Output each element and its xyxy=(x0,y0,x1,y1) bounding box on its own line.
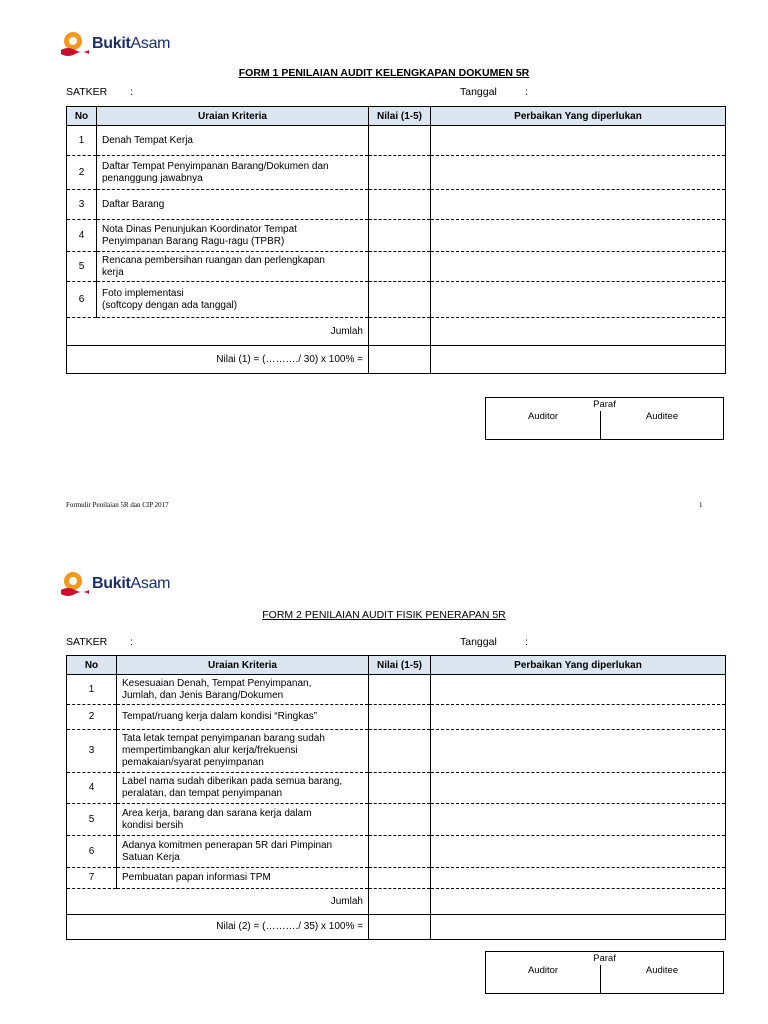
form1-title: FORM 1 PENILAIAN AUDIT KELENGKAPAN DOKUMEN 5R xyxy=(238,67,530,79)
final-score-cell[interactable] xyxy=(369,346,431,374)
improvement-cell[interactable] xyxy=(431,282,726,318)
final-improvement-cell[interactable] xyxy=(431,915,726,940)
score-cell[interactable] xyxy=(369,220,431,252)
row-number: 5 xyxy=(67,804,117,836)
footer-page-number: 1 xyxy=(699,501,703,509)
row-criteria: Daftar Tempat Penyimpanan Barang/Dokumen dan penanggung jawabnya xyxy=(97,156,369,190)
row-criteria: Denah Tempat Kerja xyxy=(97,126,369,156)
table-row xyxy=(67,156,726,190)
score-cell[interactable] xyxy=(369,836,431,868)
column-header-no: No xyxy=(67,107,97,126)
table-row xyxy=(67,730,726,773)
paraf-title: Paraf xyxy=(486,398,724,412)
score-formula-row xyxy=(67,915,726,940)
row-number: 4 xyxy=(67,773,117,804)
row-criteria: Tempat/ruang kerja dalam kondisi “Ringkas” xyxy=(117,705,369,730)
improvement-cell[interactable] xyxy=(431,773,726,804)
row-number: 5 xyxy=(67,252,97,282)
table-row xyxy=(67,190,726,220)
total-score-cell[interactable] xyxy=(369,889,431,915)
auditor-signature-cell[interactable]: Auditor xyxy=(486,411,601,440)
bukit-asam-logo xyxy=(60,30,170,58)
column-header-improvement: Perbaikan Yang diperlukan xyxy=(431,107,726,126)
bukit-asam-emblem-icon xyxy=(60,570,90,598)
row-criteria: Pembuatan papan informasi TPM xyxy=(117,868,369,889)
total-label: Jumlah xyxy=(67,889,369,915)
improvement-cell[interactable] xyxy=(431,675,726,705)
row-criteria: Daftar Barang xyxy=(97,190,369,220)
score-cell[interactable] xyxy=(369,252,431,282)
final-improvement-cell[interactable] xyxy=(431,346,726,374)
form2-paraf-box xyxy=(485,951,724,994)
score-formula-row xyxy=(67,346,726,374)
improvement-cell[interactable] xyxy=(431,156,726,190)
improvement-cell[interactable] xyxy=(431,730,726,773)
row-number: 2 xyxy=(67,156,97,190)
auditee-signature-cell[interactable]: Auditee xyxy=(601,411,724,440)
score-formula-label: Nilai (1) = (………./ 30) x 100% = xyxy=(67,346,369,374)
row-criteria: Adanya komitmen penerapan 5R dari Pimpinan Satuan Kerja xyxy=(117,836,369,868)
score-cell[interactable] xyxy=(369,282,431,318)
total-row xyxy=(67,318,726,346)
improvement-cell[interactable] xyxy=(431,836,726,868)
improvement-cell[interactable] xyxy=(431,190,726,220)
final-score-cell[interactable] xyxy=(369,915,431,940)
table-row xyxy=(67,773,726,804)
row-criteria: Rencana pembersihan ruangan dan perlengkapan kerja xyxy=(97,252,369,282)
table-row xyxy=(67,220,726,252)
table-row xyxy=(67,252,726,282)
table-row xyxy=(67,675,726,705)
form1-tanggal-colon: : xyxy=(525,86,528,98)
row-number: 7 xyxy=(67,868,117,889)
column-header-score: Nilai (1-5) xyxy=(369,107,431,126)
row-number: 4 xyxy=(67,220,97,252)
auditee-signature-cell[interactable]: Auditee xyxy=(601,965,724,994)
score-cell[interactable] xyxy=(369,868,431,889)
row-number: 6 xyxy=(67,282,97,318)
brand-name: BukitAsam xyxy=(92,35,171,52)
form1-criteria-table xyxy=(66,106,726,374)
score-cell[interactable] xyxy=(369,126,431,156)
column-header-improvement: Perbaikan Yang diperlukan xyxy=(431,656,726,675)
table-row xyxy=(67,705,726,730)
row-criteria: Tata letak tempat penyimpanan barang sudah mempertimbangkan alur kerja/frekuensi pemakaian/syarat penyimpanan xyxy=(117,730,369,773)
form2-tanggal-label: Tanggal xyxy=(460,636,497,648)
row-number: 3 xyxy=(67,730,117,773)
total-improvement-cell[interactable] xyxy=(431,889,726,915)
column-header-no: No xyxy=(67,656,117,675)
form1-satker-colon: : xyxy=(130,86,133,98)
total-improvement-cell[interactable] xyxy=(431,318,726,346)
row-number: 6 xyxy=(67,836,117,868)
score-cell[interactable] xyxy=(369,156,431,190)
footer-form-name: Formulir Penilaian 5R dan CIP 2017 xyxy=(66,501,169,509)
row-number: 1 xyxy=(67,675,117,705)
form2-criteria-table xyxy=(66,655,726,940)
table-row xyxy=(67,126,726,156)
improvement-cell[interactable] xyxy=(431,705,726,730)
auditor-signature-cell[interactable]: Auditor xyxy=(486,965,601,994)
improvement-cell[interactable] xyxy=(431,220,726,252)
row-criteria: Foto implementasi (softcopy dengan ada tanggal) xyxy=(97,282,369,318)
improvement-cell[interactable] xyxy=(431,804,726,836)
form2-satker-colon: : xyxy=(130,636,133,648)
improvement-cell[interactable] xyxy=(431,252,726,282)
table-row xyxy=(67,282,726,318)
bukit-asam-emblem-icon xyxy=(60,30,90,58)
improvement-cell[interactable] xyxy=(431,868,726,889)
score-cell[interactable] xyxy=(369,730,431,773)
table-row xyxy=(67,836,726,868)
row-number: 3 xyxy=(67,190,97,220)
form2-satker-label: SATKER xyxy=(66,636,108,648)
total-label: Jumlah xyxy=(67,318,369,346)
column-header-criteria: Uraian Kriteria xyxy=(97,107,369,126)
form2-table-header xyxy=(67,656,726,675)
table-row xyxy=(67,804,726,836)
row-number: 1 xyxy=(67,126,97,156)
improvement-cell[interactable] xyxy=(431,126,726,156)
row-criteria: Label nama sudah diberikan pada semua barang, peralatan, dan tempat penyimpanan xyxy=(117,773,369,804)
score-cell[interactable] xyxy=(369,773,431,804)
bukit-asam-logo xyxy=(60,570,170,598)
table-row xyxy=(67,868,726,889)
row-criteria: Area kerja, barang dan sarana kerja dalam kondisi bersih xyxy=(117,804,369,836)
total-row xyxy=(67,889,726,915)
form2-title: FORM 2 PENILAIAN AUDIT FISIK PENERAPAN 5R xyxy=(262,609,506,621)
form1-tanggal-label: Tanggal xyxy=(460,86,497,98)
row-criteria: Nota Dinas Penunjukan Koordinator Tempat Penyimpanan Barang Ragu-ragu (TPBR) xyxy=(97,220,369,252)
paraf-title: Paraf xyxy=(486,952,724,966)
score-cell[interactable] xyxy=(369,804,431,836)
column-header-score: Nilai (1-5) xyxy=(369,656,431,675)
row-number: 2 xyxy=(67,705,117,730)
row-criteria: Kesesuaian Denah, Tempat Penyimpanan, Jumlah, dan Jenis Barang/Dokumen xyxy=(117,675,369,705)
score-cell[interactable] xyxy=(369,190,431,220)
score-cell[interactable] xyxy=(369,705,431,730)
form1-paraf-box xyxy=(485,397,724,440)
score-cell[interactable] xyxy=(369,675,431,705)
column-header-criteria: Uraian Kriteria xyxy=(117,656,369,675)
score-formula-label: Nilai (2) = (………./ 35) x 100% = xyxy=(67,915,369,940)
brand-name: BukitAsam xyxy=(92,575,171,592)
total-score-cell[interactable] xyxy=(369,318,431,346)
form1-satker-label: SATKER xyxy=(66,86,108,98)
form1-table-header xyxy=(67,107,726,126)
form2-tanggal-colon: : xyxy=(525,636,528,648)
